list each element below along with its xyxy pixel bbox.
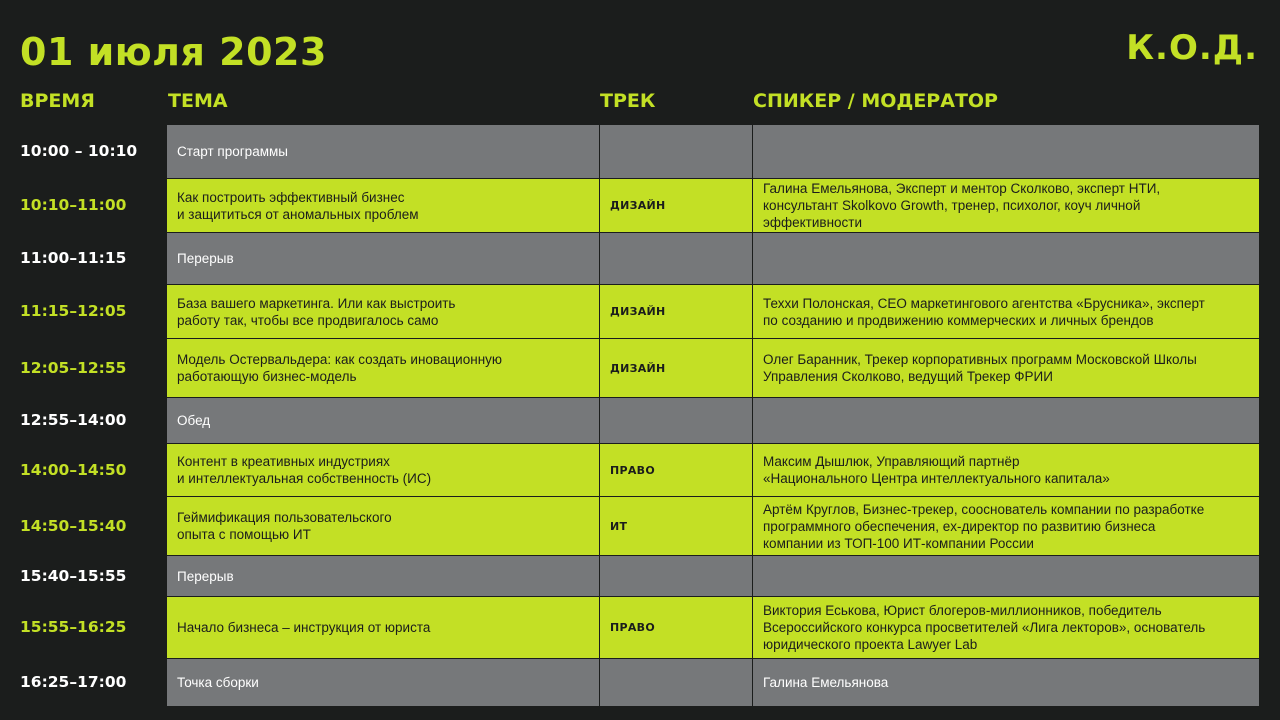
schedule-row — [20, 555, 1259, 596]
time-cell: 12:55–14:00 — [20, 398, 166, 443]
topic-cell: Перерыв — [166, 556, 599, 596]
speaker-cell — [752, 125, 1259, 178]
schedule-row — [20, 496, 1259, 555]
track-cell — [599, 556, 752, 596]
schedule-row — [20, 397, 1259, 443]
time-cell: 15:55–16:25 — [20, 597, 166, 658]
page-date-title: 01 июля 2023 — [20, 30, 327, 74]
topic-cell: Геймификация пользовательского опыта с помощью ИТ — [166, 497, 599, 555]
topic-cell: Начало бизнеса – инструкция от юриста — [166, 597, 599, 658]
schedule-row — [20, 658, 1259, 706]
track-cell — [599, 659, 752, 706]
column-header-topic: ТЕМА — [168, 90, 228, 112]
topic-cell: База вашего маркетинга. Или как выстроить работу так, чтобы все продвигалось само — [166, 285, 599, 338]
topic-cell: Как построить эффективный бизнес и защититься от аномальных проблем — [166, 179, 599, 232]
speaker-cell: Галина Емельянова — [752, 659, 1259, 706]
schedule-row — [20, 284, 1259, 338]
topic-cell: Контент в креативных индустриях и интеллектуальная собственность (ИС) — [166, 444, 599, 496]
track-cell — [599, 398, 752, 443]
track-cell: ПРАВО — [599, 444, 752, 496]
speaker-cell — [752, 556, 1259, 596]
track-cell — [599, 233, 752, 284]
schedule-row — [20, 232, 1259, 284]
topic-cell: Точка сборки — [166, 659, 599, 706]
schedule-row — [20, 124, 1259, 178]
time-cell: 16:25–17:00 — [20, 659, 166, 706]
schedule-row — [20, 443, 1259, 496]
time-cell: 14:50–15:40 — [20, 497, 166, 555]
speaker-cell: Техxи Полонская, CEO маркетингового агентства «Брусника», эксперт по созданию и продвижению коммерческих и личных брендов — [752, 285, 1259, 338]
track-cell — [599, 125, 752, 178]
time-cell: 11:00–11:15 — [20, 233, 166, 284]
time-cell: 10:00 – 10:10 — [20, 125, 166, 178]
topic-cell: Старт программы — [166, 125, 599, 178]
speaker-cell — [752, 398, 1259, 443]
column-header-time: ВРЕМЯ — [20, 90, 95, 112]
speaker-cell: Олег Баранник, Трекер корпоративных программ Московской Школы Управления Сколково, ведущий Трекер ФРИИ — [752, 339, 1259, 397]
schedule-row — [20, 596, 1259, 658]
schedule-row — [20, 178, 1259, 232]
time-cell: 14:00–14:50 — [20, 444, 166, 496]
track-cell: ДИЗАЙН — [599, 179, 752, 232]
kod-logo: К.О.Д. — [1126, 28, 1258, 68]
track-cell: ИТ — [599, 497, 752, 555]
time-cell: 10:10–11:00 — [20, 179, 166, 232]
speaker-cell: Максим Дышлюк, Управляющий партнёр «Национального Центра интеллектуального капитала» — [752, 444, 1259, 496]
schedule-row — [20, 338, 1259, 397]
schedule-table — [20, 124, 1259, 706]
column-header-speaker: СПИКЕР / МОДЕРАТОР — [753, 90, 998, 112]
topic-cell: Перерыв — [166, 233, 599, 284]
track-cell: ПРАВО — [599, 597, 752, 658]
track-cell: ДИЗАЙН — [599, 339, 752, 397]
column-header-track: ТРЕК — [600, 90, 656, 112]
time-cell: 11:15–12:05 — [20, 285, 166, 338]
time-cell: 12:05–12:55 — [20, 339, 166, 397]
speaker-cell — [752, 233, 1259, 284]
speaker-cell: Виктория Еськова, Юрист блогеров-миллионников, победитель Всероссийского конкурса просветителей «Лига лекторов», основатель юридического проекта Lawyer Lab — [752, 597, 1259, 658]
speaker-cell: Артём Круглов, Бизнес-трекер, сооснователь компании по разработке программного обеспечения, ex-директор по развитию бизнеса компании из ТОП-100 ИТ-компании России — [752, 497, 1259, 555]
topic-cell: Модель Остервальдера: как создать иновационную работающую бизнес-модель — [166, 339, 599, 397]
topic-cell: Обед — [166, 398, 599, 443]
speaker-cell: Галина Емельянова, Эксперт и ментор Сколково, эксперт НТИ, консультант Skolkovo Growth, тренер, психолог, коуч личной эффективности — [752, 179, 1259, 232]
track-cell: ДИЗАЙН — [599, 285, 752, 338]
time-cell: 15:40–15:55 — [20, 556, 166, 596]
